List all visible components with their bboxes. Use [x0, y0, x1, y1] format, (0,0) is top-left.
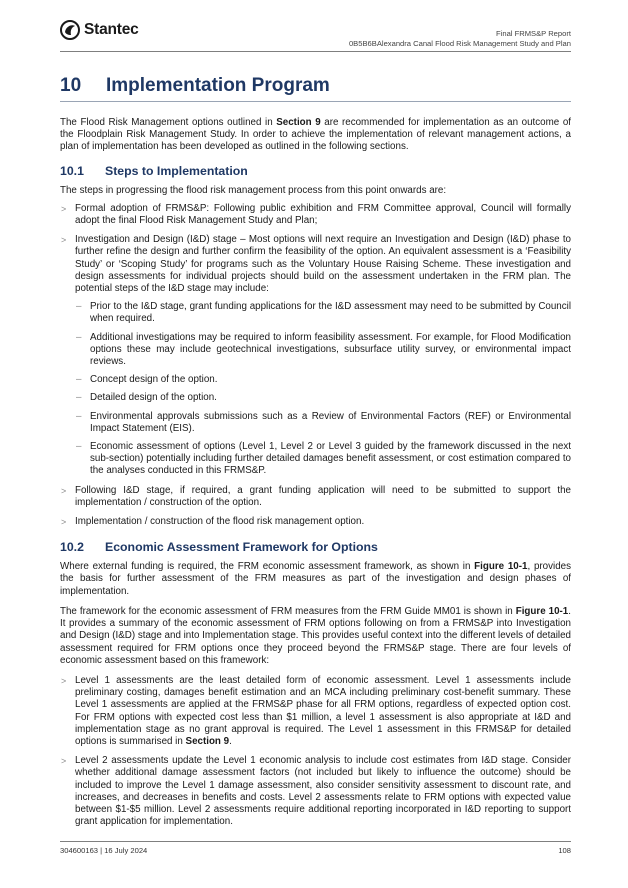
chapter-title: Implementation Program — [106, 75, 330, 96]
list-item: > Investigation and Design (I&D) stage – Most options will next require an Investigation and Design (I&D) phase to further refine the design and further confirm the feasibility of the option. An equivalent assessment is a ‘Feasibility Study’ or ‘Scoping Study’ for programs such as the Voluntary House Raising Scheme. These investigation and design assessments for individual projects should build on the assessment undertaken in the FRM plan. The potential steps of the I&D stage may include: – Prior to the I&D stage, grant funding applications for the I&D assessment may need to be submitted by Council when required. – Additional investigations may be required to inform feasibility assessment. For example, for Flood Modification options these may include geotechnical investigations, subsurface utility survey, or environmental impact reviews. – Concept design of the option. – Detailed design of the option. – Environmental approvals submissions such as a Review of Environmental Factors (REF) or Environmental Impact Statement (EIS). – Economic assessment of options (Level 1, Level 2 or Level 3 guided by the framework discussed in the next sub-section) potentially including further detailed damages benefit assessment, or cost estimation compared to the analyses conducted in this FRMS&P. — [60, 234, 571, 477]
section-reference: Section 9 — [185, 735, 230, 747]
list-item: > Implementation / construction of the flood risk management option. — [60, 516, 571, 528]
list-item: > Formal adoption of FRMS&P: Following public exhibition and FRM Committee approval, Council will formally adopt the final Flood Risk Management Study and Plan; — [60, 203, 571, 227]
list-item: > Level 1 assessments are the least detailed form of economic assessment. Level 1 assessments include preliminary costing, damages benefit estimation and an MCA including preliminary cost-benefit summary. These Level 1 assessments are applied at the FRMS&P phase for all FRM options, regardless of expected option cost. For FRM options with expected cost less than $1 million, a level 1 assessment is also appropriate at I&D and implementation stage as no grant approval is required. The Level 1 assessment in this FRMS&P for detailed options is summarised in Section 9. — [60, 675, 571, 748]
id-stage-sublist — [75, 301, 571, 477]
page-content — [60, 117, 571, 835]
sub-list-item: – Economic assessment of options (Level 1, Level 2 or Level 3 guided by the framework discussed in the next sub-section) potentially including further detailed damages benefit assessment, or cost estimation compared to the analyses conducted in this FRMS&P. — [75, 441, 571, 478]
chapter-heading — [60, 75, 330, 97]
sub-list-item: – Concept design of the option. — [75, 374, 571, 386]
list-item: > Following I&D stage, if required, a grant funding application will need to be submitted to support the implementation / construction of the option. — [60, 485, 571, 509]
report-title: Final FRMS&P Report — [496, 29, 571, 38]
list-item: > Level 2 assessments update the Level 1 economic analysis to include cost estimates from I&D stage. Consider whether additional damage assessment factors (not included but likely to influence the outcome) should be included to improve the Level 1 damage assessment, also consider sensitivity assessment to discount rate, and increases, and decreases in benefits and costs. Level 2 assessments relate to FRM options with expected value between $1-$5 million. Level 2 assessments require additional reporting incorporated in I&D reporting to support grant application for implementation. — [60, 755, 571, 828]
section-number: 10.1 — [60, 163, 84, 178]
framework-paragraph-1: Where external funding is required, the FRM economic assessment framework, as shown in Figure 10-1, provides the basis for further assessment of the FRM measures as part of the investigation and design phases of implementation. — [60, 561, 571, 597]
stantec-logo — [60, 20, 139, 40]
intro-paragraph: The Flood Risk Management options outlined in Section 9 are recommended for implementation as an outcome of the Floodplain Risk Management Study. In order to achieve the implementation of relevant management actions, a plan of implementation has been developed as outlined in the following sections. — [60, 117, 571, 153]
section-heading-10-1 — [60, 164, 571, 178]
logo-text: Stantec — [84, 21, 139, 38]
section-title: Steps to Implementation — [105, 163, 248, 178]
sub-list-item: – Detailed design of the option. — [75, 392, 571, 404]
figure-reference: Figure 10-1 — [474, 561, 528, 573]
framework-paragraph-2: The framework for the economic assessment of FRM measures from the FRM Guide MM01 is shown in Figure 10-1. It provides a summary of the economic assessment of FRM options following on from a FRMS&P into Investigation and Design (I&D) stage and into Implementation stage. This provides useful context into the different levels of detailed assessment required for FRM options once they proceed beyond the FRMS&P stage. There are four levels of economic assessment based on this framework: — [60, 605, 572, 666]
section-heading-10-2 — [60, 540, 571, 554]
section-intro: The steps in progressing the flood risk management process from this point onwards are: — [60, 184, 447, 196]
footer-divider — [60, 841, 571, 842]
page-number: 108 — [558, 846, 571, 855]
footer-doc-ref: 304600163 | 16 July 2024 — [60, 846, 148, 855]
report-subtitle: 0B5B6BAlexandra Canal Flood Risk Management Study and Plan — [348, 39, 571, 48]
header-divider — [60, 51, 571, 52]
sub-list-item: – Prior to the I&D stage, grant funding applications for the I&D assessment may need to be submitted by Council when required. — [75, 301, 571, 325]
sub-list-item: – Environmental approvals submissions such as a Review of Environmental Factors (REF) or Environmental Impact Statement (EIS). — [75, 411, 571, 435]
steps-list — [60, 203, 571, 528]
assessment-levels-list — [60, 675, 571, 828]
figure-reference: Figure 10-1 — [515, 605, 569, 617]
section-number: 10.2 — [60, 540, 84, 555]
section-title: Economic Assessment Framework for Options — [105, 540, 378, 555]
sub-list-item: – Additional investigations may be required to inform feasibility assessment. For example, for Flood Modification options these may include geotechnical investigations, subsurface utility survey, or environmental impact reviews. — [75, 332, 571, 369]
header-report-info — [349, 29, 571, 49]
page-header — [60, 18, 571, 52]
chapter-number: 10 — [60, 75, 82, 96]
section-reference: Section 9 — [276, 117, 321, 128]
stantec-logo-icon — [60, 20, 80, 40]
chapter-divider — [60, 101, 571, 102]
